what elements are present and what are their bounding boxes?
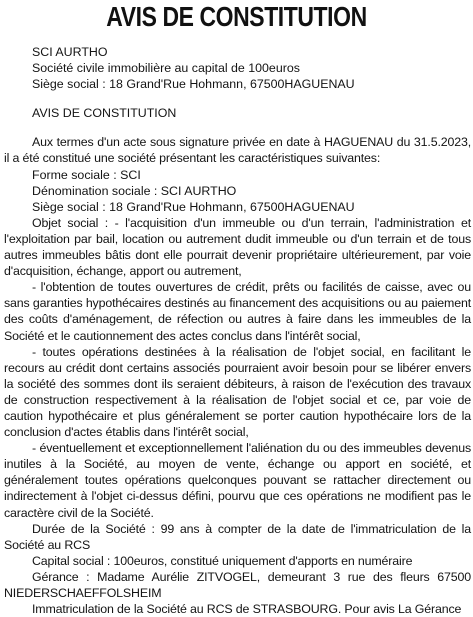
denomination-sociale: Dénomination sociale : SCI AURTHO — [32, 183, 237, 198]
gerance: Gérance : Madame Aurélie ZITVOGEL, demeurant 3 rue des fleurs 67500 NIEDERSCHAEFFOLSHEIM — [4, 569, 471, 600]
duree-societe: Durée de la Société : 99 ans à compter de la date de l'immatriculation de la Société au RCS — [4, 521, 471, 552]
objet-social-3: - toutes opérations destinées à la réalisation de l'objet social, en facilitant le recours au crédit dont certains associés pourraient avoir besoin pour se libérer envers la société des sommes dont ils seraient débiteurs, à raison de l'exécution des travaux de construction respectivement à la réalisation de l'objet social et ce, par voie de caution hypothécaire et plus généralement se porter caution hypothécaire lors de la conclusion d'actes établis dans l'intérêt social, — [4, 344, 471, 440]
forme-sociale: Forme sociale : SCI — [32, 167, 141, 182]
notice-body — [4, 44, 471, 617]
notice-subtitle: AVIS DE CONSTITUTION — [32, 106, 177, 121]
immatriculation: Immatriculation de la Société au RCS de STRASBOURG. Pour avis La Gérance — [32, 602, 462, 617]
capital-social: Capital social : 100euros, constitué uniquement d'apports en numéraire — [32, 553, 413, 568]
company-name: SCI AURTHO — [32, 45, 108, 59]
objet-social-2: - l'obtention de toutes ouvertures de crédit, prêts ou facilités de caisse, avec ou sans garanties hypothécaires destinés au financement des acquisitions ou au paiement des coûts d'aménagement, de réfection ou autres à faire dans les immeubles de la Société et le cautionnement des actes conclus dans l'intérêt social, — [4, 280, 471, 343]
notice-title: AVIS DE CONSTITUTION — [106, 1, 367, 32]
objet-social-1: Objet social : - l'acquisition d'un immeuble ou d'un terrain, l'administration et l'exploitation par bail, location ou autrement dudit immeuble ou d'un terrain et de tous autres immeubles bâtis dont elle pourrait devenir propriétaire ultérieurement, par voie d'acquisition, échange, apport ou autrement, — [4, 215, 471, 279]
intro-paragraph: Aux termes d'un acte sous signature privée en date à HAGUENAU du 31.5.2023, il a été constitué une société présentant les caractéristiques suivantes: — [4, 135, 471, 166]
company-form: Société civile immobilière au capital de 100euros — [32, 61, 300, 76]
objet-social-4: - éventuellement et exceptionnellement l'aliénation du ou des immeubles devenus inutiles à la Société, au moyen de vente, échange ou apport en société, et généralement toutes opérations quelconques pouvant se rattacher directement ou indirectement à l'objet ci-dessus défini, pourvu que ces opérations ne modifient pas le caractère civil de la Société. — [4, 441, 471, 520]
siege-social: Siège social : 18 Grand'Rue Hohmann, 67500HAGUENAU — [32, 199, 355, 214]
company-seat: Siège social : 18 Grand'Rue Hohmann, 67500HAGUENAU — [32, 77, 355, 92]
